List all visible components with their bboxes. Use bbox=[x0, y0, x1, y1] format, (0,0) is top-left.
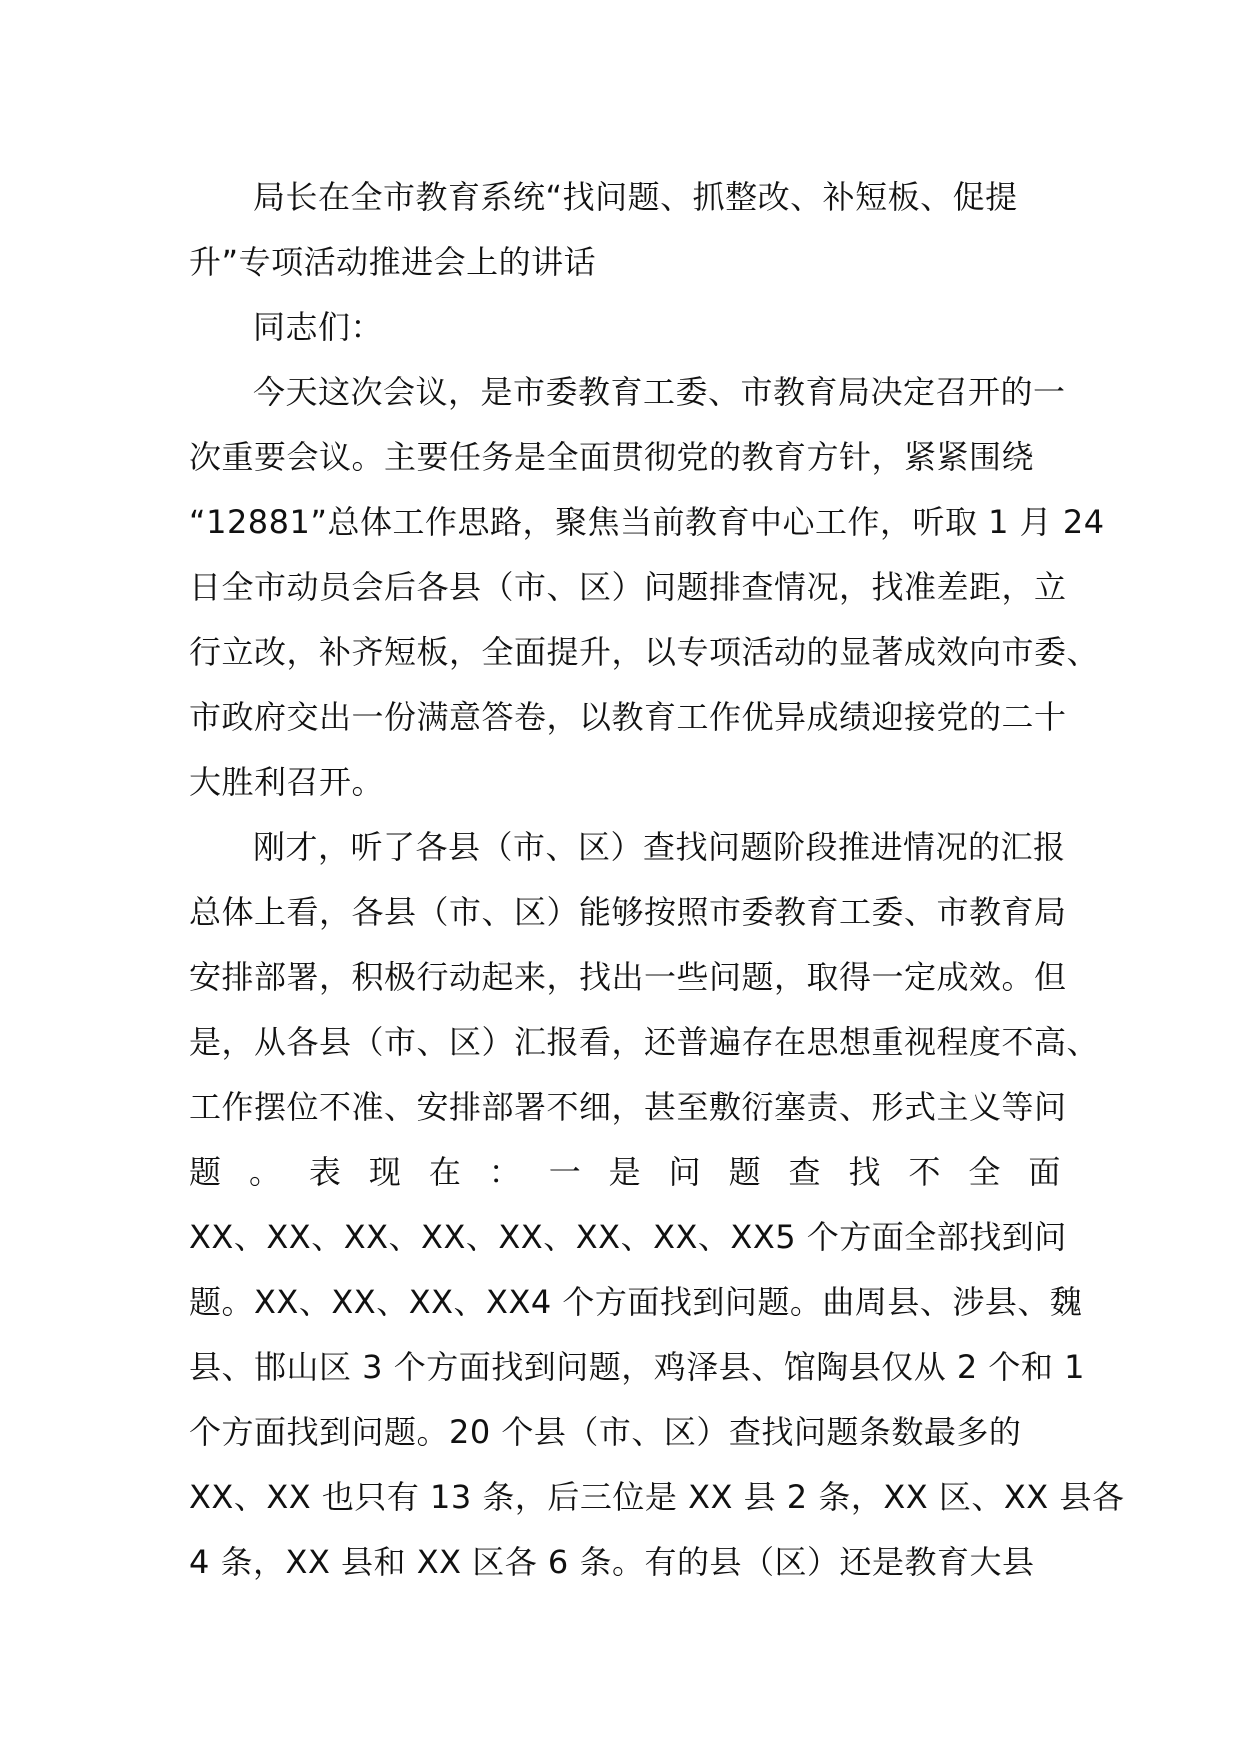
paragraph-1-line: 大胜利召开。 bbox=[189, 763, 385, 801]
spread-char: 题 bbox=[189, 1153, 222, 1191]
spread-char: 在 bbox=[428, 1153, 462, 1191]
spread-char: 面 bbox=[1028, 1153, 1061, 1191]
spread-char: 全 bbox=[968, 1153, 1001, 1191]
paragraph-2-spread-line bbox=[189, 1140, 1065, 1205]
paragraph-1-line: 市政府交出一份满意答卷，以教育工作优异成绩迎接党的二十 bbox=[189, 698, 1067, 736]
paragraph-2-line: 安排部署，积极行动起来，找出一些问题，取得一定成效。但 bbox=[189, 958, 1067, 996]
spread-char: 查 bbox=[788, 1153, 822, 1191]
paragraph-1-line: 次重要会议。主要任务是全面贯彻党的教育方针，紧紧围绕 bbox=[189, 438, 1035, 476]
paragraph-2-line: 工作摆位不准、安排部署不细，甚至敷衍塞责、形式主义等问 bbox=[189, 1088, 1067, 1126]
paragraph-2-line: 总体上看，各县（市、区）能够按照市委教育工委、市教育局 bbox=[189, 893, 1067, 931]
spread-char: 。 bbox=[248, 1153, 282, 1191]
spread-char: 表 bbox=[308, 1153, 342, 1191]
salutation: 同志们： bbox=[253, 308, 384, 346]
paragraph-1-line: 行立改，补齐短板，全面提升，以专项活动的显著成效向市委、 bbox=[189, 633, 1100, 671]
title-line-2: 升”专项活动推进会上的讲话 bbox=[189, 243, 597, 281]
paragraph-2-line: 题。XX、XX、XX、XX4 个方面找到问题。曲周县、涉县、魏 bbox=[189, 1283, 1083, 1321]
document-body bbox=[189, 165, 1125, 1595]
spread-char: 不 bbox=[908, 1153, 941, 1191]
spread-char: 是 bbox=[608, 1153, 642, 1191]
title-line-1: 局长在全市教育系统“找问题、抓整改、补短板、促提 bbox=[253, 178, 1018, 216]
spread-char: 一 bbox=[548, 1153, 582, 1191]
paragraph-2-line: 县、邯山区 3 个方面找到问题，鸡泽县、馆陶县仅从 2 个和 1 bbox=[189, 1348, 1085, 1386]
paragraph-2-line: 4 条，XX 县和 XX 区各 6 条。有的县（区）还是教育大县 bbox=[189, 1543, 1035, 1581]
spread-char: 题 bbox=[728, 1153, 762, 1191]
paragraph-1-line: 日全市动员会后各县（市、区）问题排查情况，找准差距，立 bbox=[189, 568, 1067, 606]
paragraph-2-line: XX、XX 也只有 13 条，后三位是 XX 县 2 条，XX 区、XX 县各 bbox=[189, 1478, 1125, 1516]
paragraph-1-line: “12881”总体工作思路，聚焦当前教育中心工作，听取 1 月 24 bbox=[189, 503, 1105, 541]
spread-char: 现 bbox=[368, 1153, 402, 1191]
paragraph-2-line: 刚才，听了各县（市、区）查找问题阶段推进情况的汇报 bbox=[253, 828, 1066, 866]
spread-char: 问 bbox=[668, 1153, 702, 1191]
paragraph-2-line: XX、XX、XX、XX、XX、XX、XX、XX5 个方面全部找到问 bbox=[189, 1218, 1067, 1256]
paragraph-1-line: 今天这次会议，是市委教育工委、市教育局决定召开的一 bbox=[253, 373, 1066, 411]
spread-char: 找 bbox=[848, 1153, 881, 1191]
paragraph-2-line: 是，从各县（市、区）汇报看，还普遍存在思想重视程度不高、 bbox=[189, 1023, 1100, 1061]
spread-char: ： bbox=[488, 1153, 522, 1191]
paragraph-2-line: 个方面找到问题。20 个县（市、区）查找问题条数最多的 bbox=[189, 1413, 1022, 1451]
